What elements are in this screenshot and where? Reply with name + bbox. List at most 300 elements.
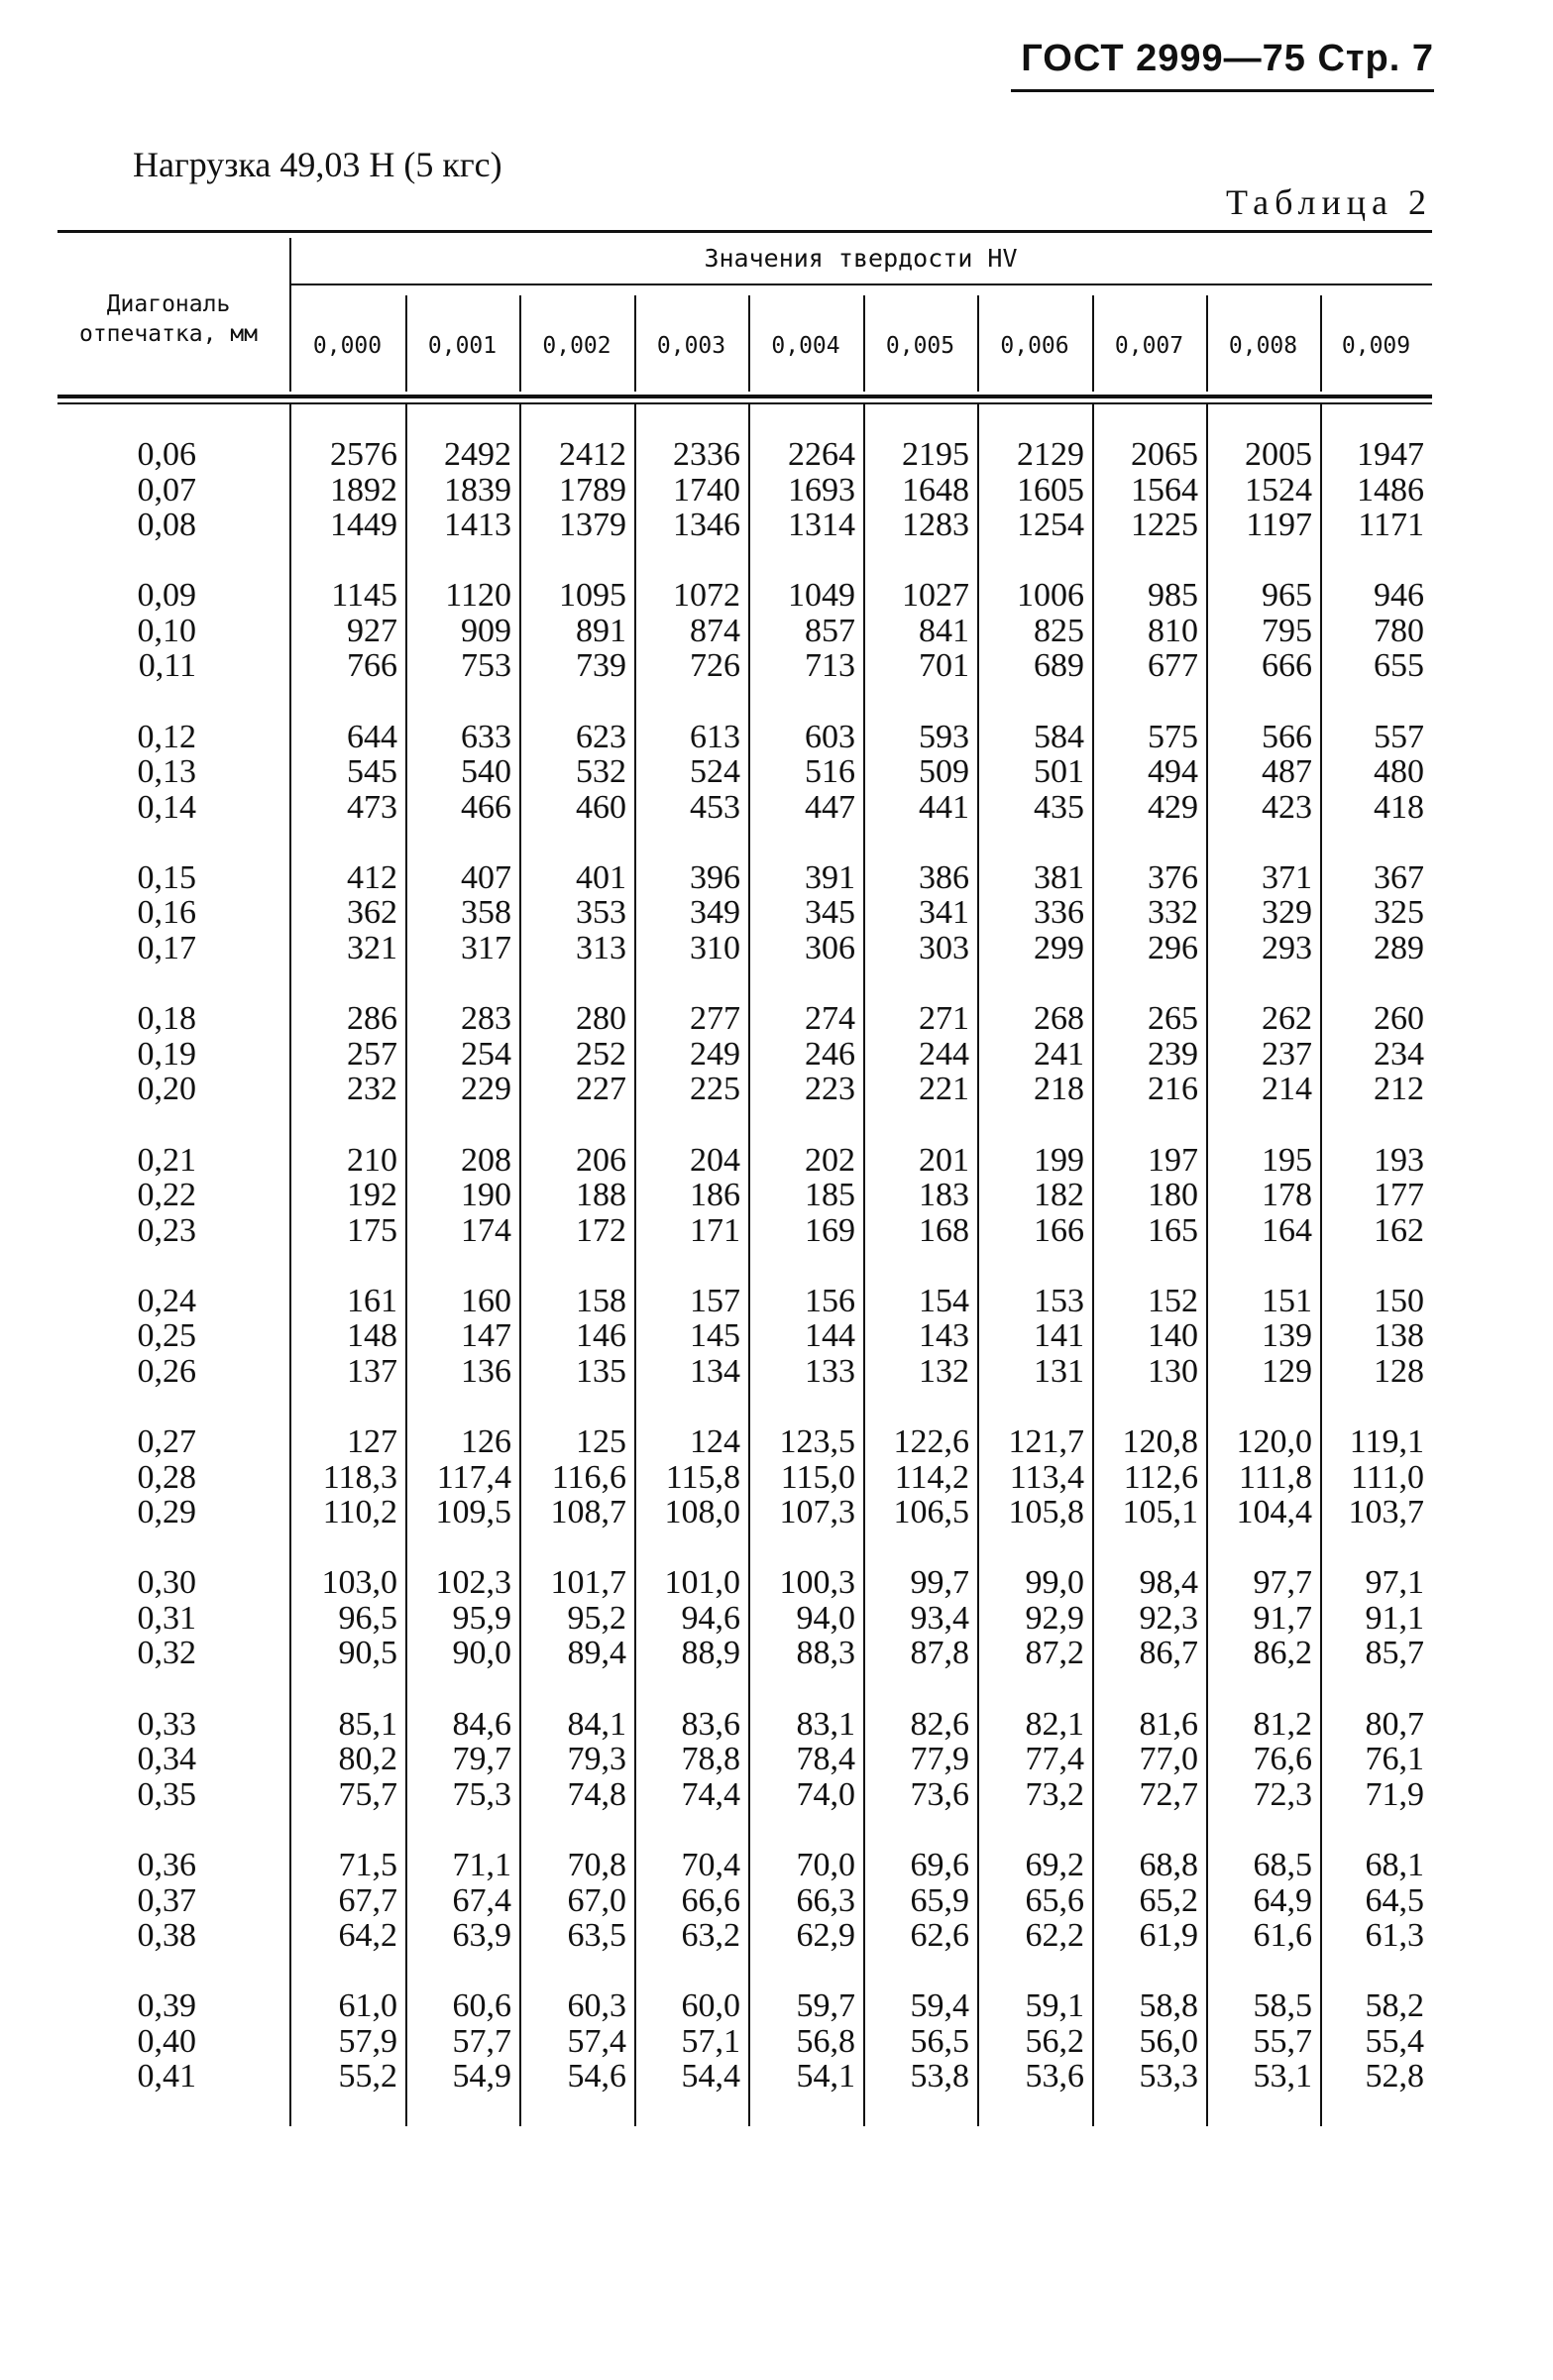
hardness-cell: 277 <box>690 1000 740 1038</box>
hardness-cell: 111,8 <box>1239 1458 1312 1496</box>
hardness-cell: 946 <box>1374 577 1424 615</box>
hardness-cell: 71,5 <box>338 1847 397 1883</box>
hardness-cell: 77,9 <box>910 1741 969 1778</box>
hardness-cell: 87,2 <box>1025 1635 1084 1672</box>
column-header: 0,002 <box>542 333 611 359</box>
hardness-cell: 166 <box>1034 1211 1084 1249</box>
hardness-cell: 237 <box>1262 1035 1312 1073</box>
hardness-cell: 68,5 <box>1253 1847 1312 1883</box>
hardness-cell: 180 <box>1148 1177 1198 1213</box>
hardness-cell: 76,6 <box>1253 1741 1312 1778</box>
hardness-cell: 161 <box>347 1282 397 1319</box>
hardness-cell: 603 <box>805 718 855 755</box>
group-header-rule <box>289 283 1432 285</box>
hardness-cell: 80,7 <box>1365 1705 1424 1743</box>
hardness-cell: 70,4 <box>681 1847 740 1883</box>
hardness-cell: 271 <box>919 1000 969 1038</box>
hardness-cell: 223 <box>805 1071 855 1108</box>
hardness-cell: 120,0 <box>1236 1423 1312 1461</box>
hardness-cell: 90,0 <box>452 1635 511 1672</box>
hardness-cell: 99,7 <box>910 1564 969 1602</box>
hardness-cell: 81,6 <box>1139 1705 1198 1743</box>
hardness-cell: 138 <box>1374 1317 1424 1355</box>
header-bottom-rule <box>57 395 1432 398</box>
hardness-cell: 172 <box>576 1211 626 1249</box>
hardness-cell: 623 <box>576 718 626 755</box>
column-header: 0,006 <box>1000 333 1069 359</box>
hardness-cell: 65,9 <box>910 1881 969 1919</box>
hardness-cell: 593 <box>919 718 969 755</box>
hardness-cell: 62,6 <box>910 1917 969 1954</box>
hardness-cell: 65,2 <box>1139 1881 1198 1919</box>
hardness-cell: 136 <box>461 1352 511 1390</box>
header-column-divider <box>1320 295 1322 392</box>
diagonal-cell: 0,16 <box>137 894 196 932</box>
diagonal-cell: 0,39 <box>137 1987 196 2025</box>
hardness-cell: 107,3 <box>779 1494 855 1531</box>
diagonal-cell: 0,15 <box>137 858 196 896</box>
hardness-cell: 655 <box>1374 647 1424 685</box>
diagonal-cell: 0,21 <box>137 1141 196 1179</box>
hardness-cell: 72,7 <box>1139 1775 1198 1813</box>
hardness-cell: 965 <box>1262 577 1312 615</box>
hardness-cell: 72,3 <box>1253 1775 1312 1813</box>
hardness-cell: 726 <box>690 647 740 685</box>
hardness-cell: 353 <box>576 894 626 932</box>
hardness-cell: 146 <box>576 1317 626 1355</box>
hardness-cell: 358 <box>461 894 511 932</box>
hardness-cell: 249 <box>690 1035 740 1073</box>
hardness-cell: 58,8 <box>1139 1987 1198 2025</box>
diagonal-cell: 0,37 <box>137 1881 196 1919</box>
hardness-cell: 341 <box>919 894 969 932</box>
hardness-cell: 227 <box>576 1071 626 1108</box>
hardness-cell: 202 <box>805 1141 855 1179</box>
hardness-cell: 133 <box>805 1352 855 1390</box>
hardness-cell: 188 <box>576 1177 626 1213</box>
hardness-cell: 473 <box>347 788 397 826</box>
hardness-cell: 206 <box>576 1141 626 1179</box>
hardness-cell: 190 <box>461 1177 511 1213</box>
hardness-cell: 113,4 <box>1009 1458 1084 1496</box>
diagonal-cell: 0,18 <box>137 1000 196 1038</box>
diagonal-cell: 0,07 <box>137 471 196 509</box>
hardness-cell: 447 <box>805 788 855 826</box>
hardness-cell: 401 <box>576 858 626 896</box>
diagonal-cell: 0,17 <box>137 929 196 966</box>
hardness-cell: 106,5 <box>893 1494 969 1531</box>
hardness-cell: 78,4 <box>796 1741 855 1778</box>
hardness-cell: 633 <box>461 718 511 755</box>
hardness-cell: 54,9 <box>452 2058 511 2096</box>
hardness-cell: 73,6 <box>910 1775 969 1813</box>
hardness-cell: 701 <box>919 647 969 685</box>
hardness-cell: 201 <box>919 1141 969 1179</box>
hardness-cell: 90,5 <box>338 1635 397 1672</box>
hardness-cell: 214 <box>1262 1071 1312 1108</box>
hardness-cell: 584 <box>1034 718 1084 755</box>
hardness-cell: 441 <box>919 788 969 826</box>
hardness-cell: 126 <box>461 1423 511 1461</box>
hardness-cell: 254 <box>461 1035 511 1073</box>
hardness-cell: 83,1 <box>796 1705 855 1743</box>
hardness-cell: 152 <box>1148 1282 1198 1319</box>
hardness-cell: 91,7 <box>1253 1599 1312 1637</box>
hardness-cell: 103,0 <box>321 1564 397 1602</box>
hardness-cell: 453 <box>690 788 740 826</box>
diagonal-cell: 0,24 <box>137 1282 196 1319</box>
hardness-cell: 139 <box>1262 1317 1312 1355</box>
diagonal-cell: 0,30 <box>137 1564 196 1602</box>
hardness-cell: 81,2 <box>1253 1705 1312 1743</box>
hardness-cell: 93,4 <box>910 1599 969 1637</box>
column-header: 0,007 <box>1114 333 1184 359</box>
hardness-cell: 74,0 <box>796 1775 855 1813</box>
hardness-cell: 262 <box>1262 1000 1312 1038</box>
hardness-cell: 69,2 <box>1025 1847 1084 1883</box>
hardness-cell: 71,9 <box>1365 1775 1424 1813</box>
hardness-cell: 140 <box>1148 1317 1198 1355</box>
hardness-cell: 1027 <box>902 577 969 615</box>
hardness-cell: 67,4 <box>452 1881 511 1919</box>
header-column-divider <box>634 295 636 392</box>
hardness-cell: 53,1 <box>1253 2058 1312 2096</box>
hardness-cell: 376 <box>1148 858 1198 896</box>
hardness-cell: 257 <box>347 1035 397 1073</box>
hardness-cell: 100,3 <box>779 1564 855 1602</box>
hardness-cell: 84,1 <box>567 1705 626 1743</box>
column-header: 0,000 <box>312 333 383 359</box>
hardness-cell: 86,7 <box>1139 1635 1198 1672</box>
hardness-cell: 61,6 <box>1253 1917 1312 1954</box>
hardness-cell: 1225 <box>1131 507 1198 543</box>
diagonal-cell: 0,06 <box>137 436 196 473</box>
hardness-cell: 55,4 <box>1365 2022 1424 2060</box>
hardness-cell: 56,5 <box>910 2022 969 2060</box>
hardness-cell: 158 <box>576 1282 626 1319</box>
header-column-divider <box>1092 295 1094 392</box>
hardness-cell: 85,1 <box>338 1705 397 1743</box>
hardness-cell: 487 <box>1262 753 1312 791</box>
hardness-cell: 89,4 <box>567 1635 626 1672</box>
hardness-cell: 77,4 <box>1025 1741 1084 1778</box>
hardness-cell: 137 <box>347 1352 397 1390</box>
row-header-line-2: отпечатка, мм <box>78 321 258 347</box>
hardness-cell: 131 <box>1034 1352 1084 1390</box>
hardness-cell: 349 <box>690 894 740 932</box>
hardness-cell: 423 <box>1262 788 1312 826</box>
hardness-cell: 76,1 <box>1365 1741 1424 1778</box>
hardness-cell: 130 <box>1148 1352 1198 1390</box>
hardness-cell: 386 <box>919 858 969 896</box>
hardness-cell: 713 <box>805 647 855 685</box>
hardness-cell: 407 <box>461 858 511 896</box>
table-top-rule <box>57 230 1432 233</box>
hardness-cell: 182 <box>1034 1177 1084 1213</box>
hardness-cell: 64,5 <box>1365 1881 1424 1919</box>
hardness-cell: 306 <box>805 929 855 966</box>
hardness-cell: 62,9 <box>796 1917 855 1954</box>
hardness-cell: 345 <box>805 894 855 932</box>
diagonal-cell: 0,13 <box>137 753 196 791</box>
hardness-cell: 122,6 <box>893 1423 969 1461</box>
column-header: 0,008 <box>1228 333 1298 359</box>
diagonal-cell: 0,19 <box>137 1035 196 1073</box>
hardness-cell: 92,3 <box>1139 1599 1198 1637</box>
diagonal-cell: 0,29 <box>137 1494 196 1531</box>
hardness-cell: 229 <box>461 1071 511 1108</box>
hardness-cell: 1072 <box>673 577 740 615</box>
header-column-divider <box>289 238 291 392</box>
hardness-cell: 99,0 <box>1025 1564 1084 1602</box>
hardness-cell: 114,2 <box>894 1458 969 1496</box>
hardness-cell: 753 <box>461 647 511 685</box>
hardness-cell: 79,3 <box>567 1741 626 1778</box>
hardness-cell: 62,2 <box>1025 1917 1084 1954</box>
hardness-cell: 208 <box>461 1141 511 1179</box>
hardness-cell: 1120 <box>445 577 511 615</box>
hardness-cell: 58,5 <box>1253 1987 1312 2025</box>
hardness-cell: 795 <box>1262 612 1312 649</box>
hardness-cell: 293 <box>1262 929 1312 966</box>
column-header: 0,009 <box>1341 333 1411 359</box>
hardness-cell: 60,0 <box>681 1987 740 2025</box>
hardness-cell: 1049 <box>788 577 855 615</box>
hardness-cell: 381 <box>1034 858 1084 896</box>
hardness-cell: 1892 <box>330 471 397 509</box>
hardness-cell: 123,5 <box>779 1423 855 1461</box>
hardness-cell: 2195 <box>902 436 969 473</box>
diagonal-cell: 0,36 <box>137 1847 196 1883</box>
hardness-cell: 98,4 <box>1139 1564 1198 1602</box>
hardness-cell: 103,7 <box>1348 1494 1424 1531</box>
hardness-cell: 232 <box>347 1071 397 1108</box>
hardness-cell: 418 <box>1374 788 1424 826</box>
page-header: ГОСТ 2999—75 Стр. 7 <box>1021 38 1434 79</box>
load-title: Нагрузка 49,03 Н (5 кгс) <box>133 145 502 184</box>
hardness-cell: 185 <box>805 1177 855 1213</box>
hardness-cell: 86,2 <box>1253 1635 1312 1672</box>
hardness-cell: 540 <box>461 753 511 791</box>
hardness-cell: 115,8 <box>665 1458 740 1496</box>
hardness-cell: 105,8 <box>1008 1494 1084 1531</box>
hardness-cell: 985 <box>1148 577 1198 615</box>
hardness-cell: 927 <box>347 612 397 649</box>
hardness-cell: 391 <box>805 858 855 896</box>
diagonal-cell: 0,22 <box>137 1177 196 1213</box>
hardness-cell: 147 <box>461 1317 511 1355</box>
hardness-cell: 56,0 <box>1139 2022 1198 2060</box>
hardness-cell: 108,0 <box>664 1494 740 1531</box>
hardness-cell: 74,8 <box>567 1775 626 1813</box>
header-column-divider <box>748 295 750 392</box>
hardness-cell: 171 <box>690 1211 740 1249</box>
hardness-cell: 280 <box>576 1000 626 1038</box>
hardness-cell: 58,2 <box>1365 1987 1424 2025</box>
hardness-cell: 111,0 <box>1351 1458 1424 1496</box>
hardness-cell: 2336 <box>673 436 740 473</box>
hardness-cell: 2492 <box>444 436 511 473</box>
hardness-cell: 2576 <box>330 436 397 473</box>
hardness-cell: 466 <box>461 788 511 826</box>
hardness-cell: 95,9 <box>452 1599 511 1637</box>
hardness-cell: 88,9 <box>681 1635 740 1672</box>
hardness-cell: 557 <box>1374 718 1424 755</box>
hardness-cell: 429 <box>1148 788 1198 826</box>
hardness-cell: 183 <box>919 1177 969 1213</box>
hardness-cell: 116,6 <box>551 1458 626 1496</box>
hardness-cell: 1095 <box>559 577 626 615</box>
hardness-cell: 193 <box>1374 1141 1424 1179</box>
hardness-cell: 1605 <box>1017 471 1084 509</box>
diagonal-cell: 0,35 <box>137 1775 196 1813</box>
diagonal-cell: 0,27 <box>137 1423 196 1461</box>
hardness-cell: 371 <box>1262 858 1312 896</box>
hardness-cell: 501 <box>1034 753 1084 791</box>
hardness-cell: 234 <box>1374 1035 1424 1073</box>
hardness-cell: 299 <box>1034 929 1084 966</box>
hardness-cell: 59,1 <box>1025 1987 1084 2025</box>
hardness-cell: 75,3 <box>452 1775 511 1813</box>
hardness-cell: 1839 <box>444 471 511 509</box>
hardness-cell: 160 <box>461 1282 511 1319</box>
hardness-cell: 210 <box>347 1141 397 1179</box>
table-title: Таблица 2 <box>1226 182 1432 222</box>
hardness-cell: 66,3 <box>796 1881 855 1919</box>
hardness-cell: 154 <box>919 1282 969 1319</box>
hardness-cell: 164 <box>1262 1211 1312 1249</box>
hardness-cell: 124 <box>690 1423 740 1461</box>
hardness-cell: 509 <box>919 753 969 791</box>
hardness-cell: 575 <box>1148 718 1198 755</box>
hardness-cell: 63,5 <box>567 1917 626 1954</box>
hardness-cell: 244 <box>919 1035 969 1073</box>
hardness-cell: 153 <box>1034 1282 1084 1319</box>
hardness-cell: 61,9 <box>1139 1917 1198 1954</box>
hardness-cell: 336 <box>1034 894 1084 932</box>
hardness-cell: 141 <box>1034 1317 1084 1355</box>
hardness-cell: 480 <box>1374 753 1424 791</box>
hardness-cell: 289 <box>1374 929 1424 966</box>
hardness-cell: 55,2 <box>338 2058 397 2096</box>
hardness-cell: 63,9 <box>452 1917 511 1954</box>
hardness-cell: 55,7 <box>1253 2022 1312 2060</box>
hardness-cell: 677 <box>1148 647 1198 685</box>
hardness-cell: 61,3 <box>1365 1917 1424 1954</box>
hardness-cell: 83,6 <box>681 1705 740 1743</box>
hardness-cell: 689 <box>1034 647 1084 685</box>
diagonal-cell: 0,33 <box>137 1705 196 1743</box>
hardness-cell: 1346 <box>673 507 740 543</box>
hardness-cell: 74,4 <box>681 1775 740 1813</box>
hardness-cell: 69,6 <box>910 1847 969 1883</box>
hardness-cell: 766 <box>347 647 397 685</box>
hardness-cell: 112,6 <box>1123 1458 1198 1496</box>
hardness-cell: 199 <box>1034 1141 1084 1179</box>
hardness-cell: 59,7 <box>796 1987 855 2025</box>
hardness-cell: 1693 <box>788 471 855 509</box>
hardness-cell: 91,1 <box>1365 1599 1424 1637</box>
hardness-cell: 60,3 <box>567 1987 626 2025</box>
hardness-cell: 1947 <box>1357 436 1424 473</box>
hardness-cell: 57,7 <box>452 2022 511 2060</box>
hardness-cell: 61,0 <box>338 1987 397 2025</box>
hardness-cell: 94,6 <box>681 1599 740 1637</box>
hardness-cell: 63,2 <box>681 1917 740 1954</box>
hardness-cell: 494 <box>1148 753 1198 791</box>
hardness-cell: 105,1 <box>1122 1494 1198 1531</box>
hardness-cell: 97,1 <box>1365 1564 1424 1602</box>
hardness-cell: 102,3 <box>435 1564 511 1602</box>
column-header: 0,004 <box>771 333 840 359</box>
hardness-cell: 313 <box>576 929 626 966</box>
diagonal-cell: 0,28 <box>137 1458 196 1496</box>
hardness-cell: 1740 <box>673 471 740 509</box>
hardness-cell: 128 <box>1374 1352 1424 1390</box>
hardness-cell: 169 <box>805 1211 855 1249</box>
hardness-cell: 1449 <box>330 507 397 543</box>
hardness-cell: 909 <box>461 612 511 649</box>
hardness-cell: 82,1 <box>1025 1705 1084 1743</box>
hardness-cell: 1006 <box>1017 577 1084 615</box>
hardness-cell: 1413 <box>444 507 511 543</box>
hardness-cell: 70,8 <box>567 1847 626 1883</box>
hardness-cell: 1789 <box>559 471 626 509</box>
diagonal-cell: 0,10 <box>137 612 196 649</box>
hardness-cell: 70,0 <box>796 1847 855 1883</box>
diagonal-cell: 0,09 <box>137 577 196 615</box>
hardness-cell: 644 <box>347 718 397 755</box>
hardness-cell: 204 <box>690 1141 740 1179</box>
diagonal-cell: 0,41 <box>137 2058 196 2096</box>
hardness-cell: 148 <box>347 1317 397 1355</box>
hardness-cell: 2005 <box>1245 436 1312 473</box>
hardness-cell: 268 <box>1034 1000 1084 1038</box>
hardness-cell: 321 <box>347 929 397 966</box>
hardness-cell: 739 <box>576 647 626 685</box>
hardness-cell: 117,4 <box>436 1458 511 1496</box>
hardness-cell: 85,7 <box>1365 1635 1424 1672</box>
hardness-cell: 95,2 <box>567 1599 626 1637</box>
hardness-cell: 75,7 <box>338 1775 397 1813</box>
hardness-cell: 192 <box>347 1177 397 1213</box>
hardness-cell: 2129 <box>1017 436 1084 473</box>
hardness-cell: 174 <box>461 1211 511 1249</box>
hardness-cell: 53,6 <box>1025 2058 1084 2096</box>
hardness-cell: 104,4 <box>1236 1494 1312 1531</box>
hardness-cell: 52,8 <box>1365 2058 1424 2096</box>
diagonal-cell: 0,14 <box>137 788 196 826</box>
column-header: 0,005 <box>885 333 955 359</box>
hardness-cell: 54,4 <box>681 2058 740 2096</box>
hardness-cell: 329 <box>1262 894 1312 932</box>
hardness-cell: 127 <box>347 1423 397 1461</box>
hardness-cell: 221 <box>919 1071 969 1108</box>
hardness-cell: 195 <box>1262 1141 1312 1179</box>
hardness-cell: 65,6 <box>1025 1881 1084 1919</box>
hardness-cell: 566 <box>1262 718 1312 755</box>
header-column-divider <box>863 295 865 392</box>
hardness-cell: 286 <box>347 1000 397 1038</box>
header-column-divider <box>519 295 521 392</box>
hardness-cell: 79,7 <box>452 1741 511 1778</box>
hardness-cell: 80,2 <box>338 1741 397 1778</box>
hardness-cell: 57,9 <box>338 2022 397 2060</box>
hardness-cell: 53,3 <box>1139 2058 1198 2096</box>
hardness-cell: 92,9 <box>1025 1599 1084 1637</box>
hardness-cell: 125 <box>576 1423 626 1461</box>
hardness-cell: 67,7 <box>338 1881 397 1919</box>
